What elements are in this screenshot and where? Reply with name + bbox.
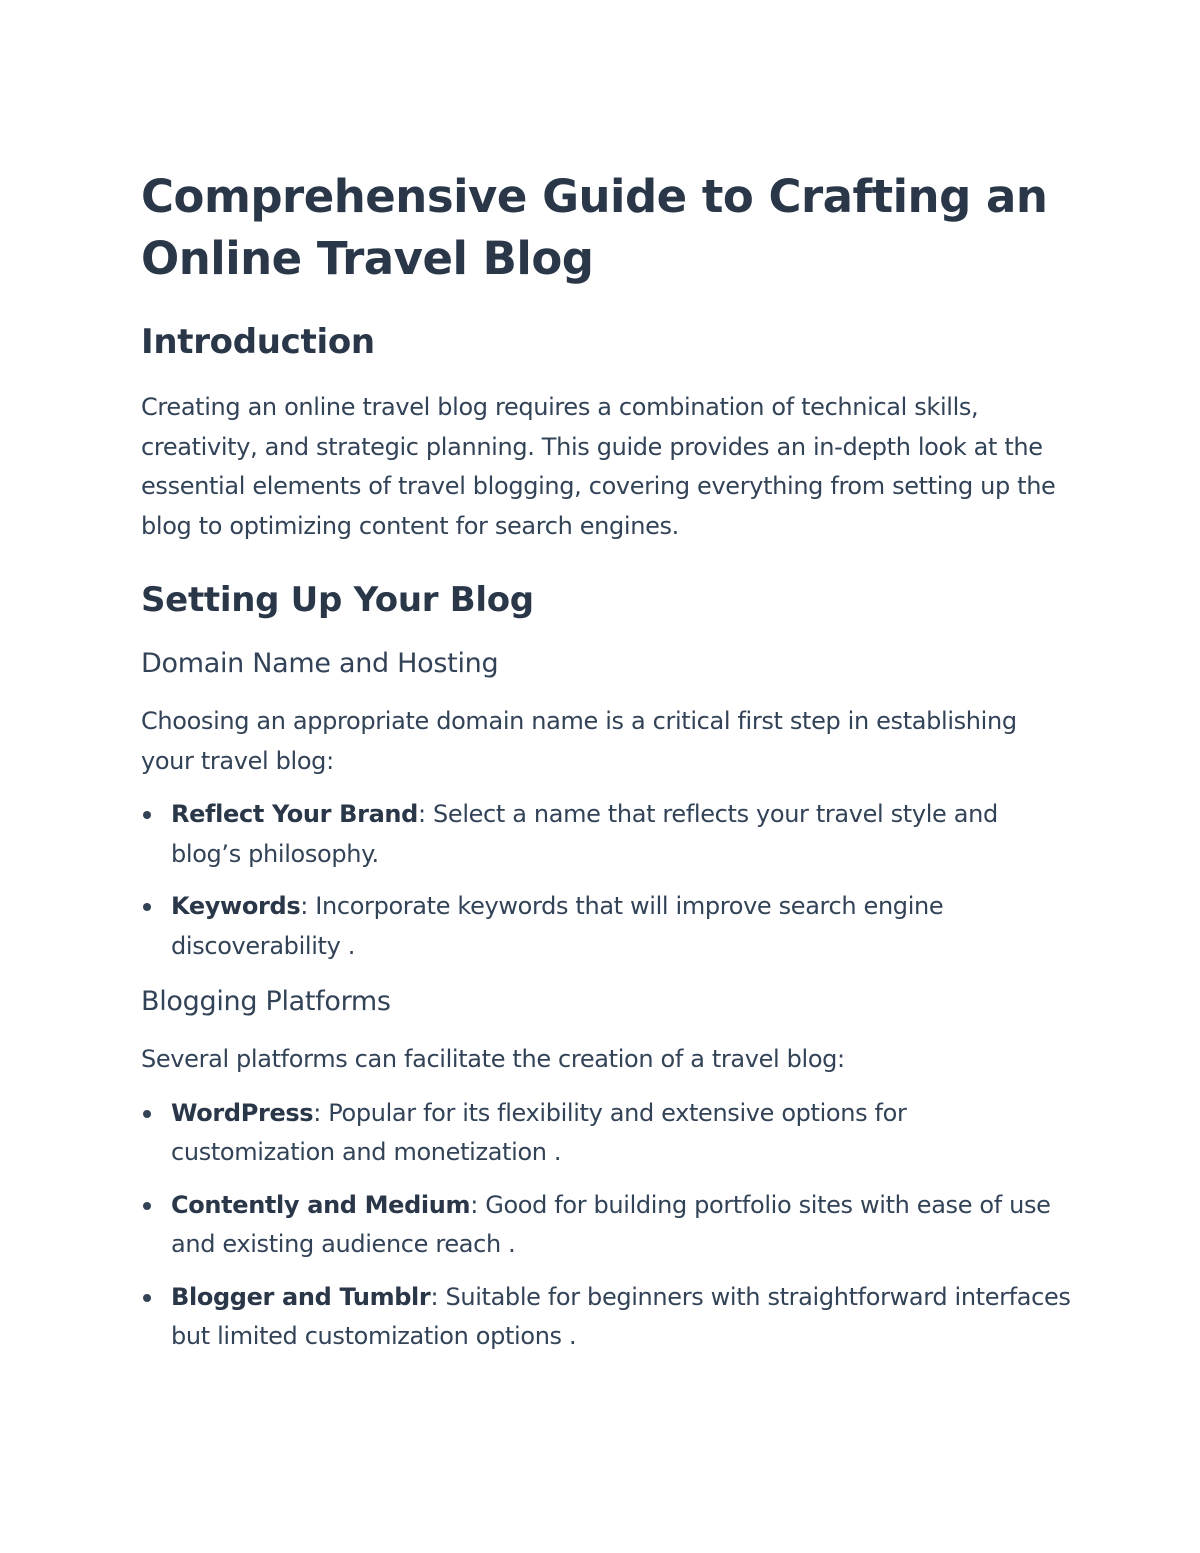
blogging-platforms-list	[141, 1094, 1071, 1357]
list-item-term: Keywords	[171, 892, 301, 920]
list-item	[141, 1278, 1071, 1357]
bullet-icon	[143, 811, 151, 819]
document-title: Comprehensive Guide to Crafting an Online Travel Blog	[141, 170, 1048, 285]
list-item-term: Contently and Medium	[171, 1190, 471, 1219]
bullet-icon	[143, 1294, 151, 1302]
list-item	[141, 1186, 1071, 1265]
introduction-paragraph: Creating an online travel blog requires a combination of technical skills, creativity, and strategic planning. This guide provides an in-depth look at the essential elements of travel blogging, covering everything from setting up the blog to optimizing content for search engines.	[141, 393, 1056, 540]
list-item-text: : Popular for its flexibility and extensive options for customization and monetization .	[171, 1098, 907, 1166]
list-item	[141, 887, 1071, 966]
bullet-icon	[143, 903, 151, 911]
list-item-text: : Incorporate keywords that will improve search engine discoverability .	[171, 892, 944, 960]
list-item	[141, 1094, 1071, 1173]
list-item-term: WordPress	[171, 1098, 314, 1127]
bullet-icon	[143, 1202, 151, 1210]
domain-hosting-list	[141, 795, 1071, 966]
setup-heading: Setting Up Your Blog	[141, 580, 534, 620]
list-item-term: Reflect Your Brand	[171, 800, 418, 828]
list-item	[141, 795, 1071, 874]
document-page	[141, 166, 1071, 1370]
domain-hosting-paragraph: Choosing an appropriate domain name is a critical first step in establishing your travel blog:	[141, 707, 1017, 775]
blogging-platforms-paragraph: Several platforms can facilitate the creation of a travel blog:	[141, 1045, 845, 1073]
list-item-text: : Suitable for beginners with straightforward interfaces but limited customization options .	[171, 1282, 1071, 1350]
introduction-heading: Introduction	[141, 322, 375, 362]
list-item-text: : Select a name that reflects your travel style and blog’s philosophy.	[171, 800, 998, 868]
list-item-term: Blogger and Tumblr	[171, 1282, 431, 1311]
list-item-text: : Good for building portfolio sites with ease of use and existing audience reach .	[171, 1190, 1051, 1258]
domain-hosting-heading: Domain Name and Hosting	[141, 648, 499, 679]
blogging-platforms-heading: Blogging Platforms	[141, 986, 391, 1017]
bullet-icon	[143, 1110, 151, 1118]
